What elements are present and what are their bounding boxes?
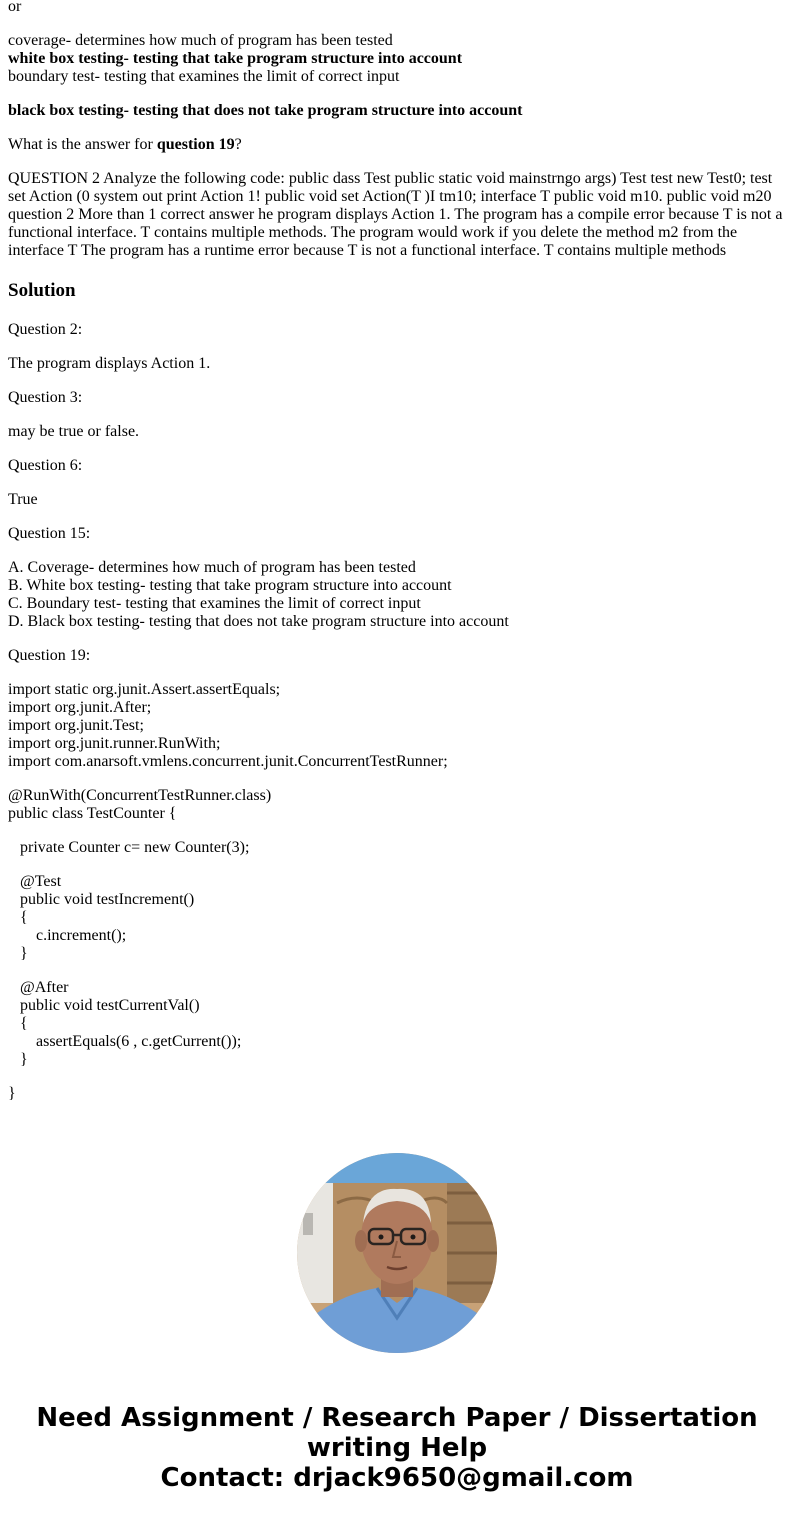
code-line: import org.junit.Test; — [8, 717, 144, 734]
code-line: import org.junit.After; — [8, 699, 152, 716]
code-line: } — [8, 945, 28, 962]
ask-bold: question 19 — [156, 136, 235, 153]
q3-answer: may be true or false. — [8, 423, 140, 440]
q19-label: Question 19: — [8, 647, 91, 664]
q15-answer-d: D. Black box testing- testing that does not take program structure into account — [8, 613, 509, 630]
person-photo-icon — [297, 1153, 497, 1353]
item-coverage: coverage- determines how much of program has been tested — [8, 32, 393, 49]
promo-contact: Contact: drjack9650@gmail.com — [160, 1463, 634, 1493]
q2-answer: The program displays Action 1. — [8, 355, 211, 372]
q15-label: Question 15: — [8, 525, 91, 542]
ask-suffix: ? — [234, 136, 242, 153]
code-line: public void testIncrement() — [8, 891, 195, 908]
code-line: assertEquals(6 , c.getCurrent()); — [8, 1033, 242, 1050]
or-text: or — [8, 0, 22, 15]
q6-label: Question 6: — [8, 457, 83, 474]
q15-answer-c: C. Boundary test- testing that examines the limit of correct input — [8, 595, 421, 612]
sky-band — [297, 1153, 497, 1183]
avatar — [297, 1153, 497, 1353]
code-line: import static org.junit.Assert.assertEquals; — [8, 681, 281, 698]
q6-answer: True — [8, 491, 38, 508]
ask-prefix: What is the answer for — [8, 136, 157, 153]
code-line: @After — [8, 979, 69, 996]
q15-answer-a: A. Coverage- determines how much of program has been tested — [8, 559, 416, 576]
code-line: import com.anarsoft.vmlens.concurrent.junit.ConcurrentTestRunner; — [8, 753, 448, 770]
question-2-text: QUESTION 2 Analyze the following code: public dass Test public static void mainstrngo args) Test test new Test0; test set Action (0 system out print Action 1! public void set Action(T )I tm10; interface T public void m10. public void m20 question 2 More than 1 correct answer he program displays Action 1. The program has a compile error because T is not a functional interface. T contains multiple methods. The program would work if you delete the method m2 from the interface T The program has a runtime error because T is not a functional interface. T contains multiple methods — [8, 170, 783, 259]
code-line: private Counter c= new Counter(3); — [8, 839, 250, 856]
item-black-box: black box testing- testing that does not take program structure into account — [8, 102, 523, 119]
q15-answer-b: B. White box testing- testing that take program structure into account — [8, 577, 452, 594]
promo-line-1: Need Assignment / Research Paper / Dissertation — [36, 1403, 758, 1433]
promo-line-2: writing Help — [306, 1433, 488, 1463]
code-line: @RunWith(ConcurrentTestRunner.class) — [8, 787, 272, 804]
code-line: public void testCurrentVal() — [8, 997, 200, 1014]
code-line: { — [8, 909, 28, 926]
ask-line — [8, 136, 786, 154]
code-line: } — [8, 1085, 16, 1102]
code-line: { — [8, 1015, 28, 1032]
code-line: public class TestCounter { — [8, 805, 177, 822]
q3-label: Question 3: — [8, 389, 83, 406]
promo-banner — [0, 1403, 794, 1493]
code-line: @Test — [8, 873, 62, 890]
item-white-box: white box testing- testing that take program structure into account — [8, 50, 463, 67]
document-body — [8, 0, 786, 1103]
code-line: import org.junit.runner.RunWith; — [8, 735, 221, 752]
q2-label: Question 2: — [8, 321, 83, 338]
code-line: } — [8, 1051, 28, 1068]
code-line: c.increment(); — [8, 927, 127, 944]
solution-heading: Solution — [8, 280, 76, 301]
item-boundary: boundary test- testing that examines the limit of correct input — [8, 68, 400, 85]
